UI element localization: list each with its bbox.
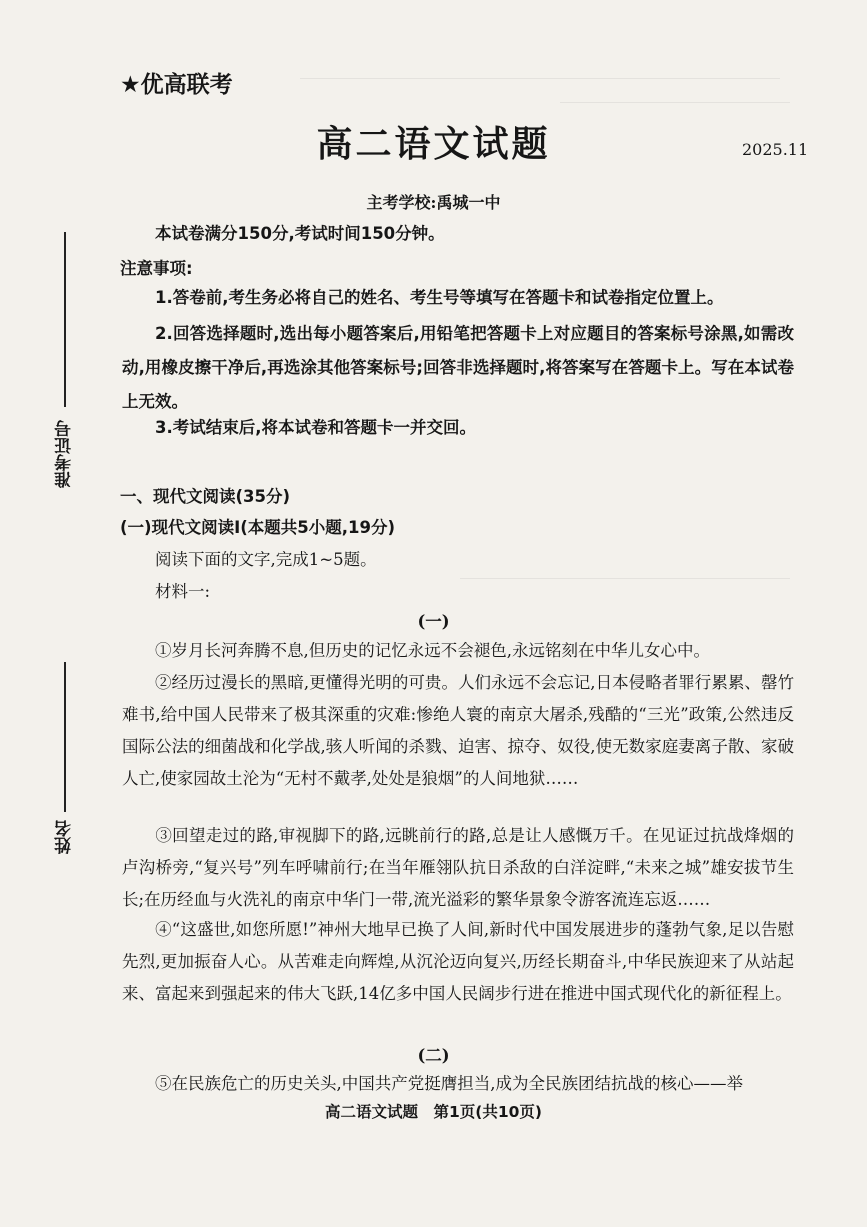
reading-instruction: 阅读下面的文字,完成1~5题。 [155,550,377,569]
exam-date: 2025.11 [742,140,809,159]
exam-id-label: 准考证号 [55,420,75,488]
page-title: 高二语文试题 [316,123,551,165]
name-label: 姓名 [55,820,75,854]
paragraph-text: ①岁月长河奔腾不息,但历史的记忆永远不会褪色,永远铭刻在中华儿女心中。 [155,641,710,660]
part-title: 一、现代文阅读(35分) [120,487,291,506]
page-footer: 高二语文试题 第1页(共10页) [324,1103,543,1121]
passage-paragraph [122,635,794,667]
bleed-through-line [460,578,790,579]
paragraph-text: ⑤在民族危亡的历史关头,中国共产党挺膺担当,成为全民族团结抗战的核心——举 [155,1074,743,1093]
bleed-through-line [560,102,790,103]
notice-item [122,317,794,419]
exam-brand: ★优高联考 [120,72,233,98]
notice-text: 1.答卷前,考生务必将自己的姓名、考生号等填写在答题卡和试卷指定位置上。 [155,288,724,307]
exam-id-write-line [64,232,66,407]
score-time-note: 本试卷满分150分,考试时间150分钟。 [155,224,445,243]
part-mark-two: (二) [417,1046,450,1065]
bleed-through-line [300,78,780,79]
material-label: 材料一: [155,582,211,601]
paragraph-text: ③回望走过的路,审视脚下的路,远眺前行的路,总是让人感慨万千。在见证过抗战烽烟的卢沟桥旁,“复兴号”列车呼啸前行;在当年雁翎队抗日杀敌的白洋淀畔,“未来之城”雄安拔节生长;在历经血与火洗礼的南京中华门一带,流光溢彩的繁华景象令游客流连忘返…… [122,826,794,909]
notice-item [122,282,794,314]
sub-section-title: (一)现代文阅读Ⅰ(本题共5小题,19分) [120,518,396,537]
passage-paragraph [122,667,794,795]
notice-text: 2.回答选择题时,选出每小题答案后,用铅笔把答题卡上对应题目的答案标号涂黑,如需改动,用橡皮擦干净后,再选涂其他答案标号;回答非选择题时,将答案写在答题卡上。写在本试卷上无效。 [122,324,794,411]
passage-paragraph [122,820,794,916]
paragraph-text: ②经历过漫长的黑暗,更懂得光明的可贵。人们永远不会忘记,日本侵略者罪行累累、罄竹难书,给中国人民带来了极其深重的灾难:惨绝人寰的南京大屠杀,残酷的“三光”政策,公然违反国际公法的细菌战和化学战,骇人听闻的杀戮、迫害、掠夺、奴役,使无数家庭妻离子散、家破人亡,使家园故土沦为“无村不戴孝,处处是狼烟”的人间地狱…… [122,673,794,788]
notice-item [122,412,794,444]
part-mark-one: (一) [417,612,450,631]
host-school: 主考学校:禹城一中 [366,193,501,212]
notice-text: 3.考试结束后,将本试卷和答题卡一并交回。 [155,418,477,437]
name-write-line [64,662,66,812]
notice-title: 注意事项: [120,259,193,278]
passage-paragraph [122,1068,794,1100]
passage-paragraph [122,914,794,1010]
paragraph-text: ④“这盛世,如您所愿!”神州大地早已换了人间,新时代中国发展进步的蓬勃气象,足以告慰先烈,更加振奋人心。从苦难走向辉煌,从沉沦迈向复兴,历经长期奋斗,中华民族迎来了从站起来、富起来到强起来的伟大飞跃,14亿多中国人民阔步行进在推进中国式现代化的新征程上。 [122,920,794,1003]
